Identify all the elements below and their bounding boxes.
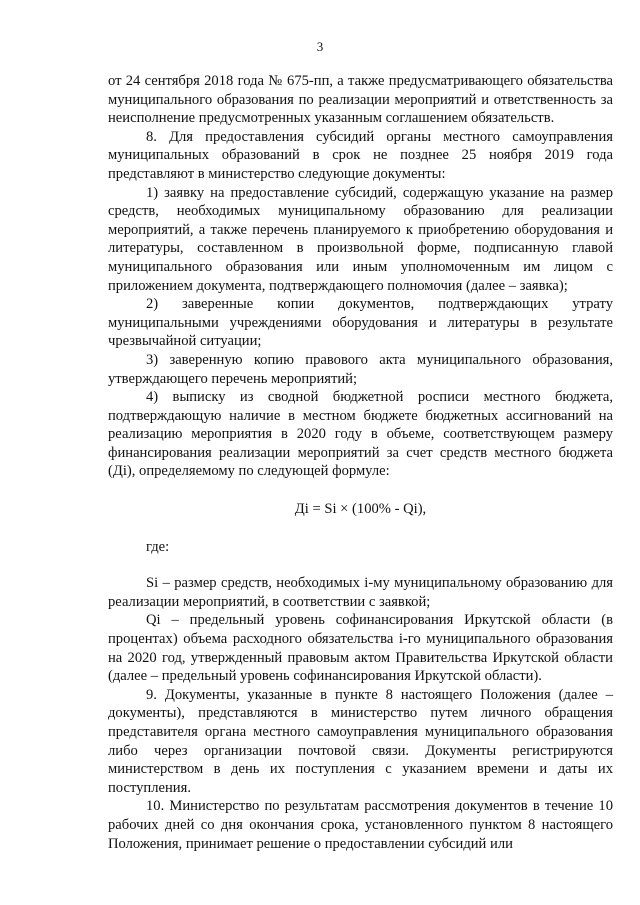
paragraph-item-9: 9. Документы, указанные в пункте 8 настоящего Положения (далее – документы), представляются в министерство путем личного обращения представителя органа местного самоуправления муниципального образования либо через организации почтовой связи. Документы регистрируются министерством в день их поступления с указанием времени и даты их поступления. bbox=[108, 686, 613, 796]
paragraph-item-10: 10. Министерство по результатам рассмотрения документов в течение 10 рабочих дней со дня окончания срока, установленного пунктом 8 настоящего Положения, принимает решение о предоставлении субсидий или bbox=[108, 798, 613, 852]
list-item-4: 4) выписку из сводной бюджетной росписи местного бюджета, подтверждающую наличие в местном бюджете бюджетных ассигнований на реализацию мероприятия в 2020 году в объеме, соответствующем размеру финансирования реализации мероприятий за счет средств местного бюджета (Дi), определяемому по следующей формуле: bbox=[108, 389, 613, 480]
document-body bbox=[108, 72, 613, 853]
definition-si: Si – размер средств, необходимых i-му муниципальному образованию для реализации мероприятий, в соответствии с заявкой; bbox=[108, 575, 613, 610]
formula: Дi = Si × (100% - Qi), bbox=[294, 501, 427, 518]
list-item-1: 1) заявку на предоставление субсидий, содержащую указание на размер средств, необходимых муниципальному образованию для реализации мероприятий, а также перечень планируемого к приобретению оборудования и литературы, составленном в произвольной форме, подписанную главой муниципального образования или иным уполномоченным им лицом с приложением документа, подтверждающего полномочия (далее – заявка); bbox=[108, 184, 613, 294]
definition-qi: Qi – предельный уровень софинансирования Иркутской области (в процентах) объема расходного обязательства i-го муниципального образования на 2020 год, утвержденный правовым актом Правительства Иркутской области (далее – предельный уровень софинансирования Иркутской области). bbox=[108, 612, 613, 685]
list-item-3: 3) заверенную копию правового акта муниципального образования, утверждающего перечень мероприятий; bbox=[108, 351, 613, 387]
spacer bbox=[108, 556, 613, 574]
page-number: 3 bbox=[316, 39, 324, 54]
paragraph-continuation: от 24 сентября 2018 года № 675-пп, а также предусматривающего обязательства муниципального образования по реализации мероприятий и ответственность за неисполнение предусмотренных указанным соглашением обязательств. bbox=[108, 73, 613, 127]
where-label: где: bbox=[146, 538, 170, 555]
list-item-2: 2) заверенные копии документов, подтверждающих утрату муниципальными учреждениями оборудования и литературы в результате чрезвычайной ситуации; bbox=[108, 296, 613, 350]
paragraph-item-8: 8. Для предоставления субсидий органы местного самоуправления муниципальных образований в срок не позднее 25 ноября 2019 года представляют в министерство следующие документы: bbox=[108, 128, 613, 182]
